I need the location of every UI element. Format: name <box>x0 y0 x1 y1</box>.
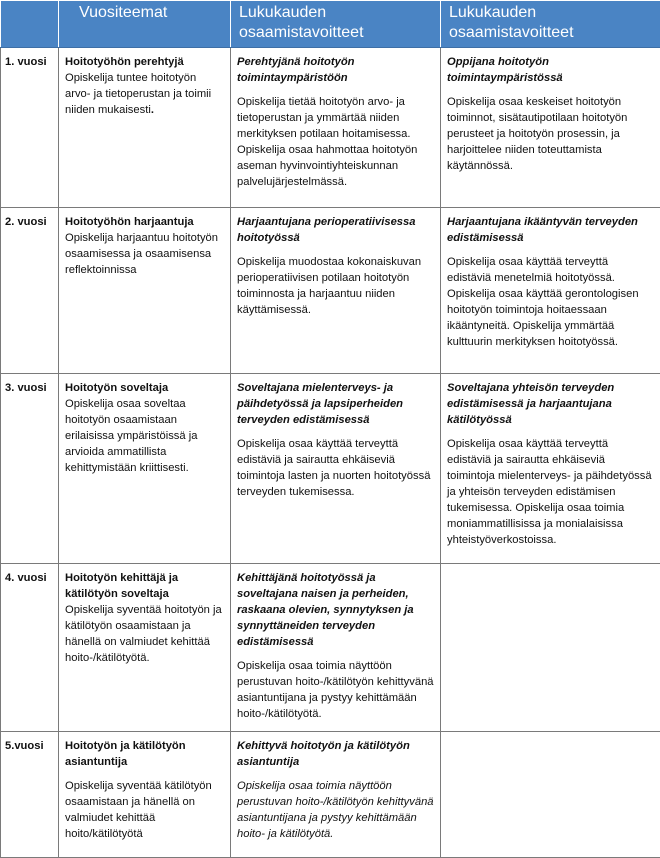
goal-cell <box>231 564 441 732</box>
header-goals-2: Lukukauden osaamistavoitteet <box>441 1 660 48</box>
goal-cell-empty <box>441 732 660 858</box>
theme-desc: Opiskelija harjaantuu hoitotyön osaamisessa ja osaamisensa reflektoinnissa <box>65 230 224 278</box>
year-cell: 3. vuosi <box>1 374 59 564</box>
goal-desc: Opiskelija osaa käyttää terveyttä edistäviä ja sairautta ehkäiseviä toimintoja mielenterveys- ja päihdetyössä ja yhteisön terveyden edistämisen tukemisessa. Opiskelija osaa toimia moniammatillisissa ja monialaisissa yhteistyöverkostoissa. <box>447 436 654 548</box>
goal-desc: Opiskelija osaa käyttää terveyttä edistäviä menetelmiä hoitotyössä. Opiskelija osaa käyttää gerontologisen hoitotyön toimintoja hoitaessaan ikääntyneitä. Opiskelija ymmärtää kulttuurin merkityksen hoitotyössä. <box>447 254 654 350</box>
header-goals-1: Lukukauden osaamistavoitteet <box>231 1 441 48</box>
goal-cell <box>441 208 660 374</box>
table-row <box>1 374 660 564</box>
theme-desc: Opiskelija osaa soveltaa hoitotyön osaamistaan erilaisissa ympäristöissä ja arvioida ammatillista kehittymistään kriittisesti. <box>65 396 224 476</box>
theme-title: Hoitotyön kehittäjä ja kätilötyön soveltaja <box>65 570 224 602</box>
table-row <box>1 208 660 374</box>
year-cell: 5.vuosi <box>1 732 59 858</box>
year-cell: 1. vuosi <box>1 48 59 208</box>
year-cell: 2. vuosi <box>1 208 59 374</box>
goal-cell <box>441 48 660 208</box>
goal-desc: Opiskelija osaa toimia näyttöön perustuvan hoito-/kätilötyön kehittyvänä asiantuntijana ja pystyy kehittämään hoito-/kätilötyötä. <box>237 658 434 722</box>
theme-cell <box>59 732 231 858</box>
goal-cell <box>231 732 441 858</box>
theme-desc: Opiskelija syventää hoitotyön ja kätilötyön osaamistaan ja hänellä on valmiudet kehittää hoito-/kätilötyötä. <box>65 602 224 666</box>
header-year <box>1 1 59 48</box>
goal-desc: Opiskelija muodostaa kokonaiskuvan perioperatiivisen potilaan hoitotyön toiminnosta ja harjaantuu niiden käyttämisessä. <box>237 254 434 318</box>
header-row <box>1 1 660 48</box>
theme-desc: Opiskelija syventää kätilötyön osaamistaan ja hänellä on valmiudet kehittää hoito/kätilötyötä <box>65 778 224 842</box>
theme-cell <box>59 48 231 208</box>
year-cell: 4. vuosi <box>1 564 59 732</box>
theme-cell <box>59 374 231 564</box>
theme-title: Hoitotyöhön harjaantuja <box>65 214 224 230</box>
goal-cell <box>231 48 441 208</box>
table-row <box>1 732 660 858</box>
goal-desc: Opiskelija tietää hoitotyön arvo- ja tietoperustan ja ymmärtää niiden merkityksen potilaan hoitamisessa. Opiskelija osaa hahmottaa hoitotyön aseman hyvinvointiyhteiskunnan palvelujärjestelmässä. <box>237 94 434 190</box>
goal-title: Kehittyvä hoitotyön ja kätilötyön asiantuntija <box>237 738 434 770</box>
goal-cell <box>231 374 441 564</box>
goal-cell-empty <box>441 564 660 732</box>
goal-desc: Opiskelija osaa toimia näyttöön perustuvan hoito-/kätilötyön kehittyvänä asiantuntijana ja pystyy kehittämään hoito- ja kätilötyötä. <box>237 778 434 842</box>
goal-desc: Opiskelija osaa keskeiset hoitotyön toiminnot, sisätautipotilaan hoitotyön perusteet ja hoitotyön prosessin, ja harjoittelee niiden toteuttamista käytännössä. <box>447 94 654 174</box>
header-themes: Vuositeemat <box>59 1 231 48</box>
theme-cell <box>59 564 231 732</box>
goal-title: Perehtyjänä hoitotyön toimintaympäristöön <box>237 54 434 86</box>
goal-title: Oppijana hoitotyön toimintaympäristössä <box>447 54 654 86</box>
goal-title: Soveltajana mielenterveys- ja päihdetyössä ja lapsiperheiden terveyden edistämisessä <box>237 380 434 428</box>
table-row <box>1 564 660 732</box>
goal-title: Harjaantujana perioperatiivisessa hoitotyössä <box>237 214 434 246</box>
goal-title: Harjaantujana ikääntyvän terveyden edistämisessä <box>447 214 654 246</box>
goal-title: Soveltajana yhteisön terveyden edistämisessä ja harjaantujana kätilötyössä <box>447 380 654 428</box>
theme-cell <box>59 208 231 374</box>
theme-title: Hoitotyön ja kätilötyön asiantuntija <box>65 738 224 770</box>
theme-title: Hoitotyöhön perehtyjä <box>65 54 224 70</box>
goal-cell <box>441 374 660 564</box>
table-row <box>1 48 660 208</box>
theme-title: Hoitotyön soveltaja <box>65 380 224 396</box>
theme-desc: Opiskelija tuntee hoitotyön arvo- ja tietoperustan ja toimii niiden mukaisesti. <box>65 70 224 118</box>
goal-desc: Opiskelija osaa käyttää terveyttä edistäviä ja sairautta ehkäiseviä toimintoja lasten ja nuorten hoitotyössä terveyden tukemisessa. <box>237 436 434 500</box>
goal-title: Kehittäjänä hoitotyössä ja soveltajana naisen ja perheiden, raskaana olevien, synnytyksen ja synnyttäneiden terveyden edistämisessä <box>237 570 434 650</box>
goal-cell <box>231 208 441 374</box>
